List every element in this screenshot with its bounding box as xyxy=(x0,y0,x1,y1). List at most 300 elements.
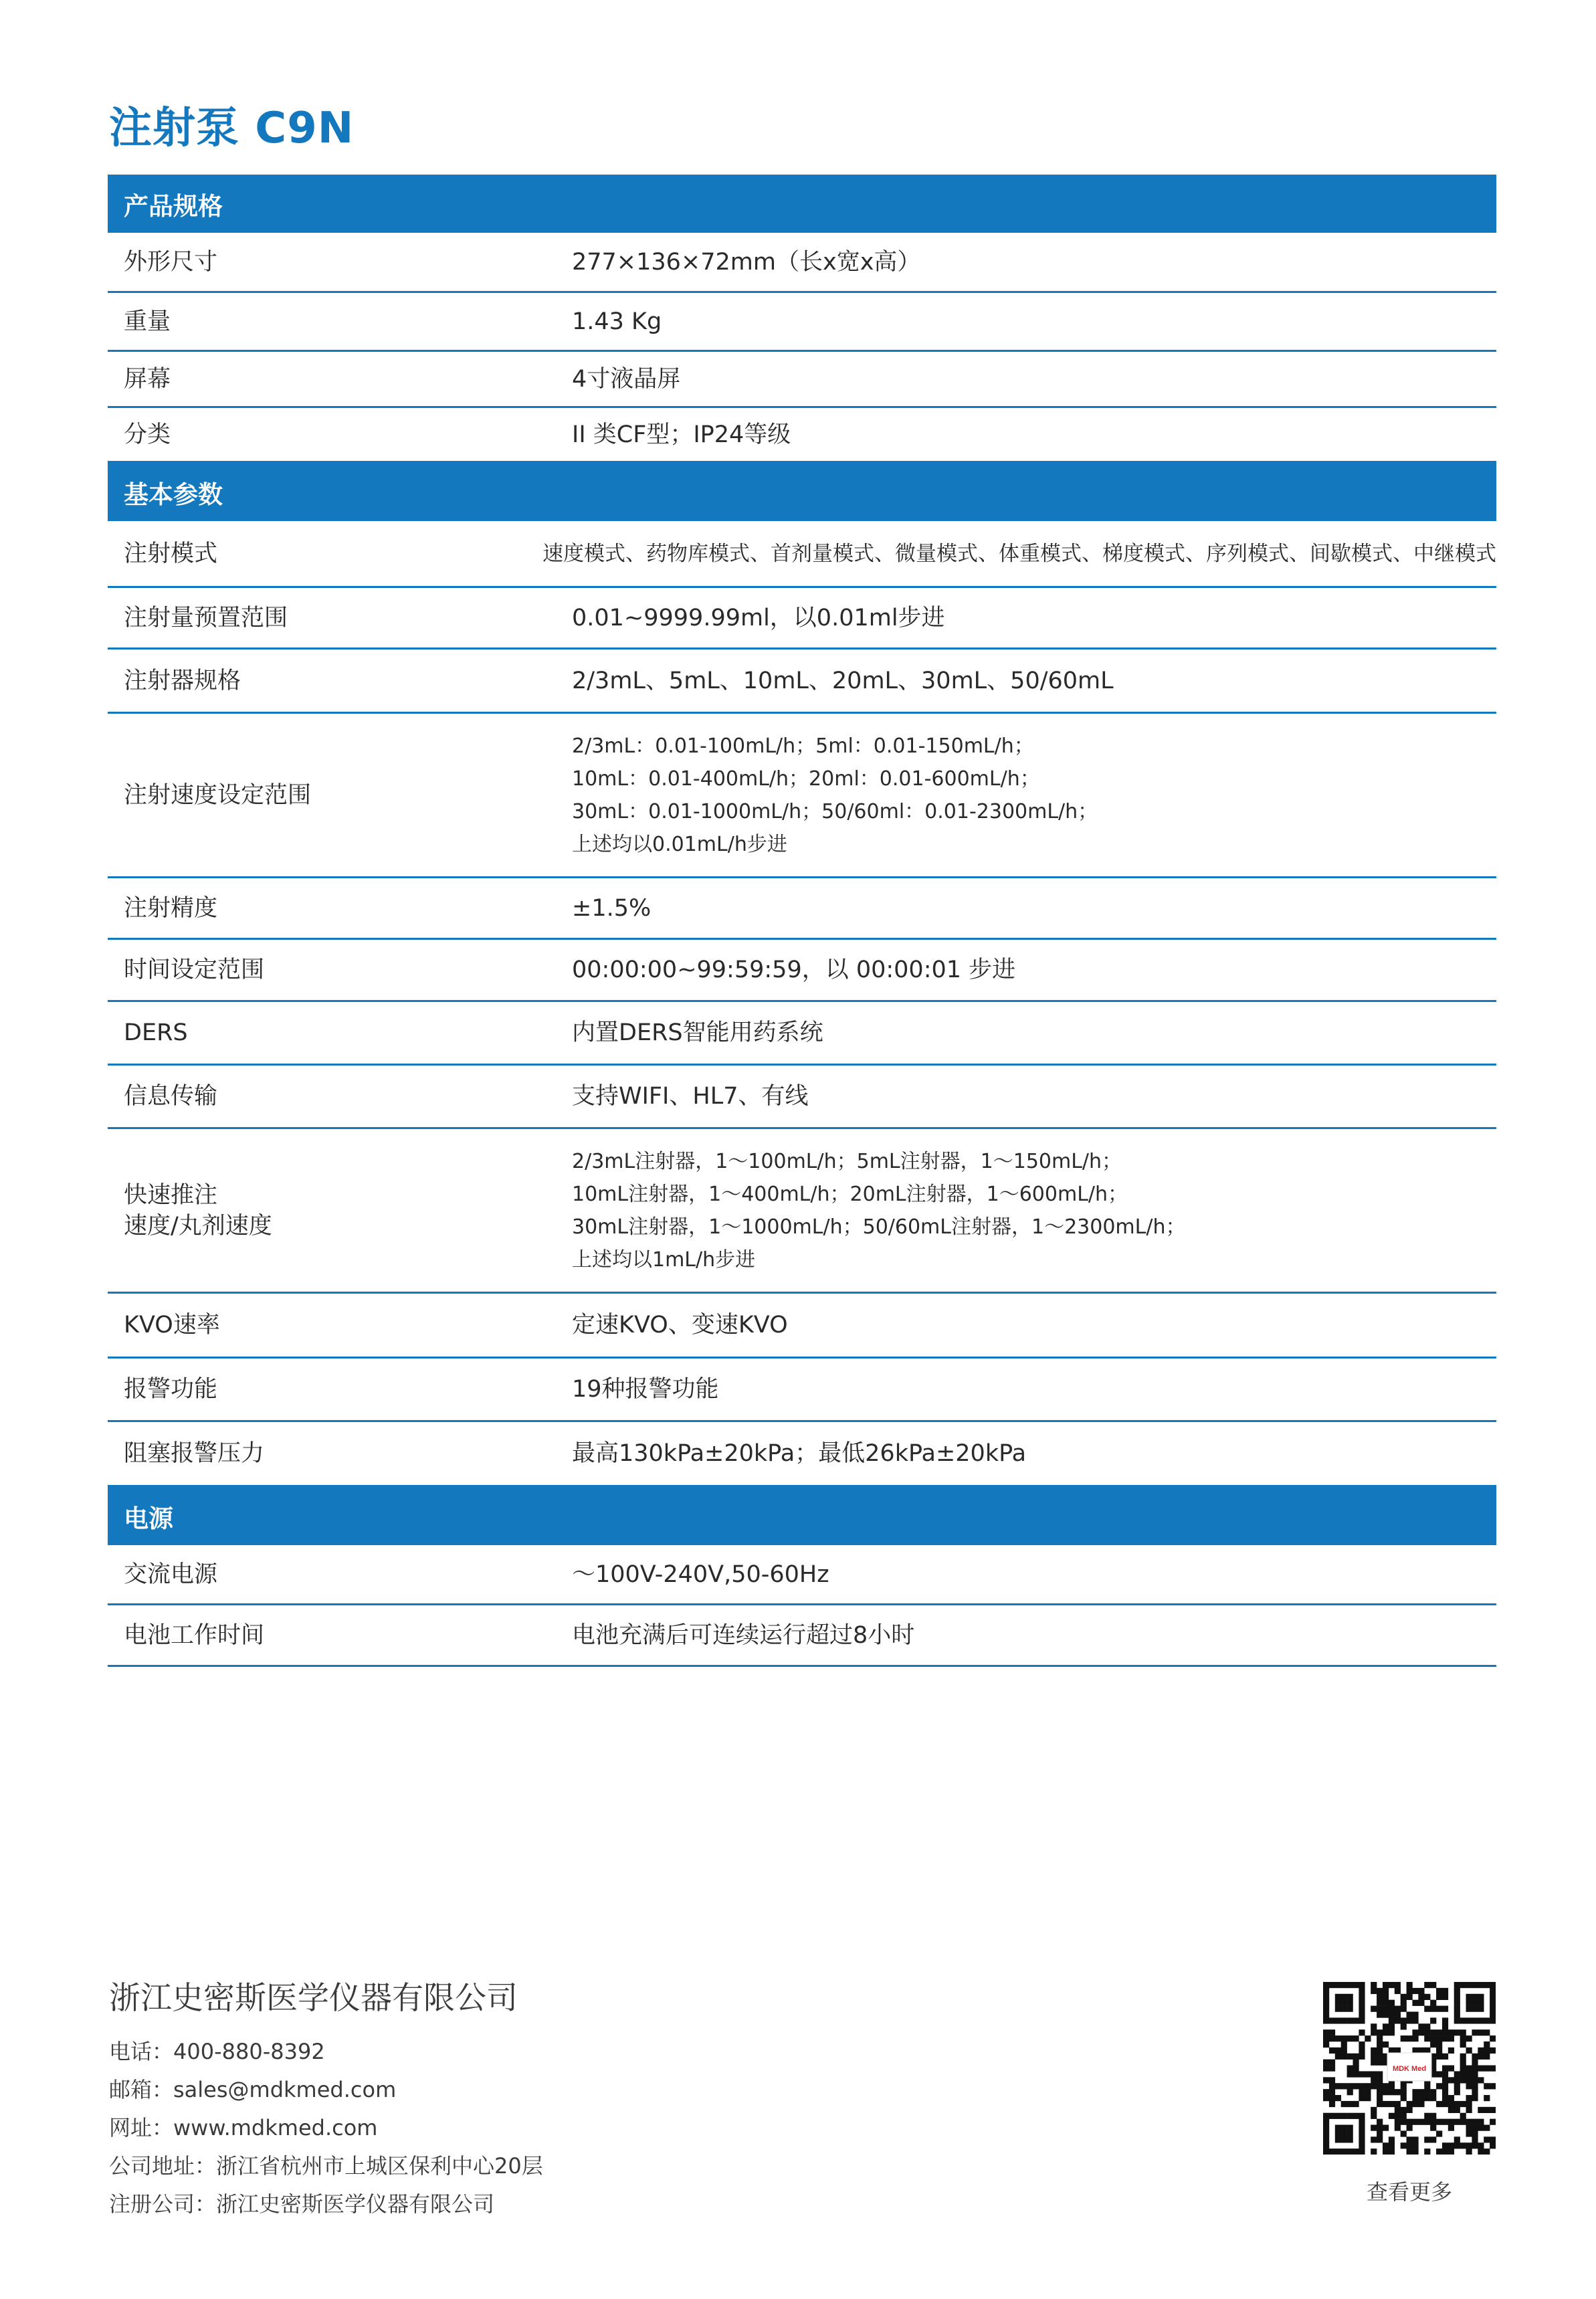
qr-module xyxy=(1323,2119,1329,2125)
qr-module xyxy=(1359,2089,1365,2095)
qr-module xyxy=(1412,2011,1418,2017)
spec-value-line: 电池充满后可连续运行超过8小时 xyxy=(572,1621,915,1649)
qr-module xyxy=(1383,1994,1389,2000)
qr-code[interactable] xyxy=(1323,1982,1496,2155)
qr-module xyxy=(1341,2083,1347,2089)
spec-label xyxy=(108,419,572,450)
qr-module xyxy=(1395,2089,1401,2095)
spec-value-line: 内置DERS智能用药系统 xyxy=(572,1019,823,1046)
qr-module xyxy=(1401,2017,1407,2023)
spec-value xyxy=(572,419,1496,450)
qr-module xyxy=(1412,2000,1418,2006)
qr-module xyxy=(1371,2083,1377,2089)
qr-module xyxy=(1335,2054,1341,2060)
qr-module xyxy=(1466,2006,1472,2012)
qr-module xyxy=(1407,1982,1413,1988)
qr-module xyxy=(1335,2006,1341,2012)
spec-label xyxy=(108,247,572,278)
spec-value xyxy=(572,306,1496,337)
qr-module xyxy=(1323,2029,1329,2035)
qr-module xyxy=(1454,2000,1460,2006)
qr-module xyxy=(1466,2083,1472,2089)
qr-module xyxy=(1448,2066,1454,2072)
qr-module xyxy=(1377,2125,1383,2131)
qr-module xyxy=(1383,1982,1389,1988)
spec-label xyxy=(108,1620,572,1651)
qr-module xyxy=(1478,2017,1484,2023)
qr-module xyxy=(1347,2130,1353,2136)
qr-module xyxy=(1329,2017,1335,2023)
qr-module xyxy=(1460,2029,1466,2035)
qr-module xyxy=(1490,2066,1496,2072)
qr-module xyxy=(1329,2101,1335,2107)
qr-module xyxy=(1424,2083,1430,2089)
qr-module xyxy=(1341,2113,1347,2119)
qr-module xyxy=(1472,2095,1478,2101)
qr-module xyxy=(1347,2125,1353,2131)
qr-module xyxy=(1490,1994,1496,2000)
qr-module xyxy=(1353,2066,1359,2072)
qr-module xyxy=(1395,2006,1401,2012)
qr-module xyxy=(1383,2125,1389,2131)
qr-module xyxy=(1323,2000,1329,2006)
qr-module xyxy=(1466,2148,1472,2155)
qr-module xyxy=(1407,2035,1413,2041)
qr-module xyxy=(1460,2017,1466,2023)
qr-module xyxy=(1365,2083,1371,2089)
spec-value-line: 0.01~9999.99ml，以0.01ml步进 xyxy=(572,604,945,631)
qr-module xyxy=(1460,2077,1466,2083)
qr-module xyxy=(1377,2119,1383,2125)
qr-module xyxy=(1359,2083,1365,2089)
qr-module xyxy=(1478,1982,1484,1988)
qr-module xyxy=(1490,2035,1496,2041)
qr-module xyxy=(1436,1994,1442,2000)
qr-module xyxy=(1377,2071,1383,2077)
qr-module xyxy=(1407,2107,1413,2113)
qr-module xyxy=(1377,2054,1383,2060)
qr-module xyxy=(1436,2006,1442,2012)
qr-module xyxy=(1460,1982,1466,1988)
qr-module xyxy=(1395,1988,1401,1994)
spec-row xyxy=(108,1359,1496,1422)
qr-module xyxy=(1389,2148,1395,2155)
qr-module xyxy=(1442,2029,1448,2035)
spec-label xyxy=(108,364,572,395)
qr-module xyxy=(1389,1982,1395,1988)
qr-module xyxy=(1466,2095,1472,2101)
qr-module xyxy=(1424,2023,1430,2029)
qr-module xyxy=(1460,2113,1466,2119)
qr-module xyxy=(1490,1988,1496,1994)
qr-module xyxy=(1424,1994,1430,2000)
qr-module xyxy=(1401,2130,1407,2136)
qr-module xyxy=(1466,2017,1472,2023)
qr-module xyxy=(1359,1994,1365,2000)
qr-module xyxy=(1430,2017,1436,2023)
spec-value-line: 2/3mL、5mL、10mL、20mL、30mL、50/60mL xyxy=(572,667,1114,694)
qr-module xyxy=(1448,2047,1454,2054)
qr-module xyxy=(1389,2029,1395,2035)
spec-row xyxy=(108,878,1496,940)
spec-value-line: 10mL注射器，1～400mL/h；20mL注射器，1～600mL/h； xyxy=(572,1182,1128,1206)
qr-module xyxy=(1460,2060,1466,2066)
qr-module xyxy=(1323,2017,1329,2023)
qr-module xyxy=(1448,2119,1454,2125)
qr-module xyxy=(1371,2029,1377,2035)
qr-module xyxy=(1371,2077,1377,2083)
qr-module xyxy=(1484,2029,1490,2035)
company-address: 公司地址：浙江省杭州市上城区保利中心20层 xyxy=(109,2153,543,2179)
qr-module xyxy=(1323,2011,1329,2017)
qr-module xyxy=(1395,2107,1401,2113)
qr-module xyxy=(1365,2035,1371,2041)
qr-module xyxy=(1472,2125,1478,2131)
qr-module xyxy=(1377,2136,1383,2142)
qr-module xyxy=(1424,2148,1430,2155)
spec-label-line: 注射器规格 xyxy=(124,667,241,694)
qr-module xyxy=(1341,2006,1347,2012)
spec-value xyxy=(572,247,1496,278)
spec-row xyxy=(108,408,1496,463)
spec-row xyxy=(108,1422,1496,1487)
qr-module xyxy=(1353,2148,1359,2155)
qr-module xyxy=(1484,2054,1490,2060)
qr-module xyxy=(1359,2136,1365,2142)
qr-module xyxy=(1478,1994,1484,2000)
qr-module xyxy=(1490,2136,1496,2142)
qr-module xyxy=(1407,1988,1413,1994)
qr-module xyxy=(1383,2006,1389,2012)
qr-module xyxy=(1359,2000,1365,2006)
qr-module xyxy=(1436,2071,1442,2077)
spec-value-line: 上述均以0.01mL/h步进 xyxy=(572,832,787,856)
qr-module xyxy=(1418,2119,1424,2125)
spec-label-line: 报警功能 xyxy=(124,1376,218,1403)
qr-module xyxy=(1329,2113,1335,2119)
spec-value xyxy=(572,1017,1496,1048)
qr-module xyxy=(1430,2035,1436,2041)
spec-label xyxy=(108,1081,572,1112)
qr-module xyxy=(1395,2017,1401,2023)
qr-module xyxy=(1383,2029,1389,2035)
qr-module xyxy=(1472,2089,1478,2095)
spec-label-line: KVO速率 xyxy=(124,1312,220,1338)
qr-module xyxy=(1353,2083,1359,2089)
qr-module xyxy=(1359,2054,1365,2060)
qr-module xyxy=(1383,1988,1389,1994)
qr-module xyxy=(1436,2148,1442,2155)
qr-module xyxy=(1448,2107,1454,2113)
qr-module xyxy=(1484,2095,1490,2101)
qr-module xyxy=(1478,2047,1484,2054)
qr-module xyxy=(1359,2125,1365,2131)
qr-module xyxy=(1442,2054,1448,2060)
qr-module xyxy=(1383,2000,1389,2006)
qr-module xyxy=(1377,2041,1383,2047)
qr-module xyxy=(1323,2077,1329,2083)
qr-module xyxy=(1323,2095,1329,2101)
qr-module xyxy=(1442,2083,1448,2089)
qr-module xyxy=(1383,2142,1389,2148)
qr-module xyxy=(1484,2136,1490,2142)
spec-value-line: 4寸液晶屏 xyxy=(572,365,681,393)
spec-value-line: 00:00:00~99:59:59，以 00:00:01 步进 xyxy=(572,957,1016,983)
qr-module xyxy=(1466,2119,1472,2125)
qr-module xyxy=(1490,2107,1496,2113)
qr-module xyxy=(1407,2125,1413,2131)
qr-module xyxy=(1335,2125,1341,2131)
qr-module xyxy=(1377,2011,1383,2017)
spec-value xyxy=(572,1620,1496,1651)
qr-module xyxy=(1341,2000,1347,2006)
qr-module xyxy=(1389,2011,1395,2017)
qr-module xyxy=(1359,2142,1365,2148)
qr-module xyxy=(1389,2136,1395,2142)
qr-module xyxy=(1377,2077,1383,2083)
section-heading: 产品规格 xyxy=(108,175,1496,233)
qr-module xyxy=(1478,2107,1484,2113)
section-heading: 电源 xyxy=(108,1487,1496,1545)
qr-module xyxy=(1401,2035,1407,2041)
qr-module xyxy=(1353,1982,1359,1988)
qr-module xyxy=(1347,2054,1353,2060)
qr-module xyxy=(1472,1982,1478,1988)
qr-module xyxy=(1430,2089,1436,2095)
qr-module xyxy=(1359,2113,1365,2119)
spec-label xyxy=(108,306,572,337)
qr-module xyxy=(1347,2101,1353,2107)
qr-module xyxy=(1466,1982,1472,1988)
qr-module xyxy=(1377,2083,1383,2089)
qr-module xyxy=(1442,2077,1448,2083)
qr-module xyxy=(1401,2006,1407,2012)
qr-module xyxy=(1341,1982,1347,1988)
qr-module xyxy=(1323,2066,1329,2072)
qr-module xyxy=(1412,1988,1418,1994)
spec-value-line: ～100V-240V,50-60Hz xyxy=(572,1561,829,1588)
spec-value xyxy=(572,1374,1496,1405)
qr-module xyxy=(1442,2023,1448,2029)
qr-module xyxy=(1490,2000,1496,2006)
qr-module xyxy=(1329,2035,1335,2041)
spec-value-line: 支持WIFI、HL7、有线 xyxy=(572,1083,809,1110)
spec-label xyxy=(108,666,572,696)
qr-module xyxy=(1442,2095,1448,2101)
qr-module xyxy=(1353,2113,1359,2119)
section-heading: 基本参数 xyxy=(108,463,1496,521)
qr-module xyxy=(1407,2148,1413,2155)
qr-module xyxy=(1466,2142,1472,2148)
qr-module xyxy=(1359,2119,1365,2125)
company-website: 网址：www.mdkmed.com xyxy=(109,2115,378,2140)
qr-module xyxy=(1335,2095,1341,2101)
qr-module xyxy=(1389,2017,1395,2023)
qr-module xyxy=(1472,2077,1478,2083)
spec-value-line: 2/3mL：0.01-100mL/h；5ml：0.01-150mL/h； xyxy=(572,734,1034,758)
qr-module xyxy=(1466,2047,1472,2054)
spec-label-line: 注射精度 xyxy=(124,894,218,922)
spec-value-line: 30mL注射器，1～1000mL/h；50/60mL注射器，1～2300mL/h； xyxy=(572,1215,1186,1239)
spec-label xyxy=(108,1017,572,1048)
qr-module xyxy=(1353,2017,1359,2023)
qr-module xyxy=(1490,1982,1496,1988)
qr-module xyxy=(1335,2047,1341,2054)
qr-module xyxy=(1484,2041,1490,2047)
qr-module xyxy=(1478,2029,1484,2035)
spec-value xyxy=(572,893,1496,924)
qr-module xyxy=(1484,2017,1490,2023)
qr-module xyxy=(1424,2119,1430,2125)
qr-module xyxy=(1454,2101,1460,2107)
qr-module xyxy=(1359,2071,1365,2077)
qr-module xyxy=(1371,2023,1377,2029)
spec-label-line: 速度/丸剂速度 xyxy=(124,1212,272,1239)
qr-module xyxy=(1335,1994,1341,2000)
qr-module xyxy=(1335,2083,1341,2089)
qr-module xyxy=(1377,2047,1383,2054)
qr-module xyxy=(1490,2006,1496,2012)
qr-module xyxy=(1454,2006,1460,2012)
qr-module xyxy=(1389,2142,1395,2148)
spec-label xyxy=(108,955,572,985)
qr-module xyxy=(1418,2029,1424,2035)
qr-module xyxy=(1472,2130,1478,2136)
qr-module xyxy=(1472,2066,1478,2072)
spec-row xyxy=(108,1002,1496,1066)
qr-module xyxy=(1347,2000,1353,2006)
qr-module xyxy=(1323,2060,1329,2066)
qr-module xyxy=(1424,2029,1430,2035)
qr-module xyxy=(1454,2071,1460,2077)
qr-module xyxy=(1347,2035,1353,2041)
qr-module xyxy=(1412,2136,1418,2142)
qr-module xyxy=(1442,2017,1448,2023)
spec-row xyxy=(108,352,1496,408)
qr-module xyxy=(1323,2125,1329,2131)
qr-module xyxy=(1359,2130,1365,2136)
qr-module xyxy=(1353,2060,1359,2066)
qr-module xyxy=(1424,2113,1430,2119)
qr-module xyxy=(1347,1982,1353,1988)
qr-module xyxy=(1341,2101,1347,2107)
qr-module xyxy=(1377,2101,1383,2107)
qr-module xyxy=(1383,2011,1389,2017)
qr-module xyxy=(1448,2077,1454,2083)
qr-module xyxy=(1436,2035,1442,2041)
qr-module xyxy=(1460,2071,1466,2077)
spec-value xyxy=(572,1081,1496,1112)
qr-module xyxy=(1466,2077,1472,2083)
qr-module xyxy=(1371,2148,1377,2155)
qr-module xyxy=(1359,2095,1365,2101)
qr-module xyxy=(1454,2083,1460,2089)
qr-module xyxy=(1484,1982,1490,1988)
qr-module xyxy=(1329,2095,1335,2101)
spec-value xyxy=(572,1145,1496,1276)
qr-module xyxy=(1418,1994,1424,2000)
qr-module xyxy=(1359,2017,1365,2023)
qr-module xyxy=(1466,2107,1472,2113)
qr-module xyxy=(1436,2029,1442,2035)
qr-module xyxy=(1359,2011,1365,2017)
spec-label xyxy=(108,1559,572,1590)
qr-module xyxy=(1389,2083,1395,2089)
qr-module xyxy=(1347,2071,1353,2077)
qr-module xyxy=(1412,2101,1418,2107)
qr-module xyxy=(1484,2083,1490,2089)
qr-module xyxy=(1353,2071,1359,2077)
qr-module xyxy=(1442,2066,1448,2072)
qr-module xyxy=(1448,2148,1454,2155)
spec-value-line: 速度模式、药物库模式、首剂量模式、微量模式、体重模式、梯度模式、序列模式、间歇模式、中继模式 xyxy=(542,541,1496,566)
qr-module xyxy=(1377,2029,1383,2035)
qr-module xyxy=(1478,2142,1484,2148)
qr-module xyxy=(1341,2125,1347,2131)
qr-module xyxy=(1383,2089,1389,2095)
qr-module xyxy=(1401,1994,1407,2000)
qr-module xyxy=(1478,2125,1484,2131)
spec-label-line: 交流电源 xyxy=(124,1561,218,1588)
qr-module xyxy=(1347,2136,1353,2142)
qr-module xyxy=(1430,2029,1436,2035)
spec-row xyxy=(108,233,1496,293)
qr-module xyxy=(1353,2101,1359,2107)
qr-module xyxy=(1341,2035,1347,2041)
qr-module xyxy=(1377,2095,1383,2101)
qr-module xyxy=(1454,2017,1460,2023)
qr-module xyxy=(1472,2029,1478,2035)
qr-module xyxy=(1436,2119,1442,2125)
qr-module xyxy=(1466,2066,1472,2072)
spec-label-line: 重量 xyxy=(124,308,171,335)
qr-module xyxy=(1335,2113,1341,2119)
qr-module xyxy=(1359,2041,1365,2047)
qr-module xyxy=(1442,2035,1448,2041)
qr-module xyxy=(1442,1994,1448,2000)
qr-module xyxy=(1377,2089,1383,2095)
qr-module xyxy=(1335,2136,1341,2142)
spec-value xyxy=(572,364,1496,395)
qr-module xyxy=(1412,2095,1418,2101)
qr-module xyxy=(1430,2136,1436,2142)
qr-module xyxy=(1347,2083,1353,2089)
qr-module xyxy=(1442,1988,1448,1994)
qr-module xyxy=(1365,2071,1371,2077)
qr-module xyxy=(1478,2066,1484,2072)
spec-label xyxy=(108,893,572,924)
spec-row xyxy=(108,940,1496,1002)
qr-module xyxy=(1407,2101,1413,2107)
qr-module xyxy=(1329,2047,1335,2054)
qr-module xyxy=(1442,2071,1448,2077)
qr-module xyxy=(1371,2060,1377,2066)
qr-module xyxy=(1478,2077,1484,2083)
qr-module xyxy=(1401,2142,1407,2148)
qr-module xyxy=(1490,2083,1496,2089)
qr-module xyxy=(1401,2119,1407,2125)
qr-module xyxy=(1329,2077,1335,2083)
qr-logo-text: MDK Med xyxy=(1392,2065,1427,2073)
qr-module xyxy=(1329,1982,1335,1988)
qr-module xyxy=(1359,2006,1365,2012)
qr-module xyxy=(1484,2047,1490,2054)
qr-module xyxy=(1454,2136,1460,2142)
qr-module xyxy=(1442,2089,1448,2095)
qr-module xyxy=(1454,1994,1460,2000)
spec-value-line: 277×136×72mm（长x宽x高） xyxy=(572,248,921,276)
qr-module xyxy=(1341,2017,1347,2023)
